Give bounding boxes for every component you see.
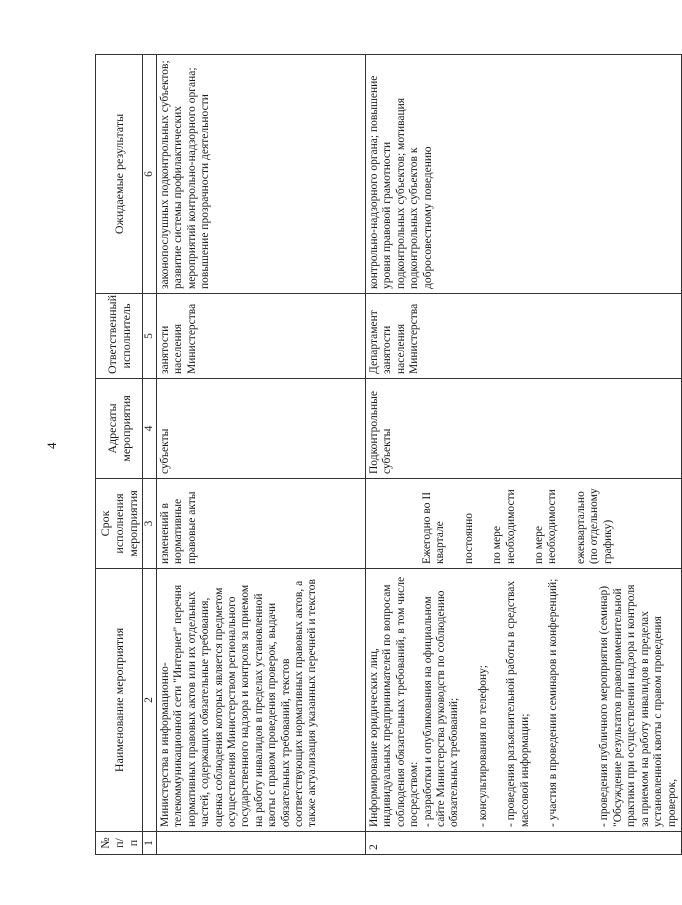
- header-results: Ожидаемые результаты: [96, 55, 143, 294]
- activities-table: [95, 54, 682, 855]
- header-number: № п/п: [96, 832, 143, 855]
- header-addressees: Адресаты мероприятия: [96, 379, 143, 479]
- rotated-table-container: [95, 55, 678, 855]
- row2-activity-item: - проведения разъяснительной работы в средствах массовой информации;: [505, 580, 531, 827]
- row2-activity-item: - участия в проведении семинаров и конференций;: [547, 578, 560, 827]
- row2-deadline-item: постоянно: [462, 512, 475, 564]
- row1-results: законопослушных подконтрольных субъектов; развитие системы профилактических мероприятий контрольно-надзорного органа; повышение прозрачности деятельности: [157, 55, 366, 294]
- row2-deadline: [366, 479, 682, 569]
- row2-activity: [366, 569, 682, 832]
- column-number: 2: [143, 569, 157, 832]
- header-executor: Ответственный исполнитель: [96, 294, 143, 379]
- row1-addressees: субъекты: [157, 379, 366, 479]
- row2-deadline-item: ежеквартально (по отдельному графику): [574, 488, 614, 564]
- row2-executor: Департамент занятости населения Министерства: [366, 294, 682, 379]
- row2-addressees: Подконтрольные субъекты: [366, 379, 682, 479]
- header-deadline: Срок исполнения мероприятия: [96, 479, 143, 569]
- row2-activity-intro: Информирование юридических лиц, индивидуальных предпринимателей по вопросам соблюдения обязательных требований, в том числе посредством:: [368, 576, 421, 827]
- column-number: 3: [143, 479, 157, 569]
- row2-results: контрольно-надзорного органа; повышение уровня правовой грамотности подконтрольных субъектов; мотивация подконтрольных субъектов к добросовестному поведению: [366, 55, 682, 294]
- column-number: 4: [143, 379, 157, 479]
- table-row: [366, 55, 682, 855]
- row1-activity: Министерства в информационно-телекоммуникационной сети "Интернет" перечня нормативных правовых актов или их отдельных частей, содержащих обязательные требования, оценка соблюдения которых является предметом осуществления Министерством регионального государственного надзора и контроля за приемом на работу инвалидов в пределах установленной квоты с правом проведения проверок, выдачи обязательных требований, текстов соответствующих нормативных правовых актов, а также актуализация указанных перечней и текстов: [157, 569, 366, 832]
- row2-activity-item: - консультирования по телефону;: [476, 665, 489, 827]
- row2-deadline-item: Ежегодно во II квартале: [421, 491, 447, 564]
- table-row: [157, 55, 366, 855]
- row2-number: 2: [366, 832, 682, 855]
- page-number: 4: [44, 442, 59, 449]
- row2-activity-item: - разработки и опубликования на официальном сайте Министерства руководств по соблюдению обязательных требований;: [421, 590, 461, 827]
- column-number: 1: [143, 832, 157, 855]
- row1-deadline: изменений в нормативные правовые акты: [157, 479, 366, 569]
- row2-deadline-item: по мере необходимости: [491, 489, 517, 564]
- header-row: [96, 55, 143, 855]
- row2-deadline-item: по мере необходимости: [533, 489, 559, 564]
- column-number: 6: [143, 55, 157, 294]
- row1-executor: занятости населения Министерства: [157, 294, 366, 379]
- header-activity: Наименование мероприятия: [96, 569, 143, 832]
- row1-number: [157, 832, 366, 855]
- column-number-row: [143, 55, 157, 855]
- row2-activity-item: - проведения публичного мероприятия (семинар) "Обсуждение результатов правоприменительной практики при осуществлении надзора и контроля за приемом на работу инвалидов в пределах установленной квоты с правом проведения проверок,: [598, 584, 678, 827]
- column-number: 5: [143, 294, 157, 379]
